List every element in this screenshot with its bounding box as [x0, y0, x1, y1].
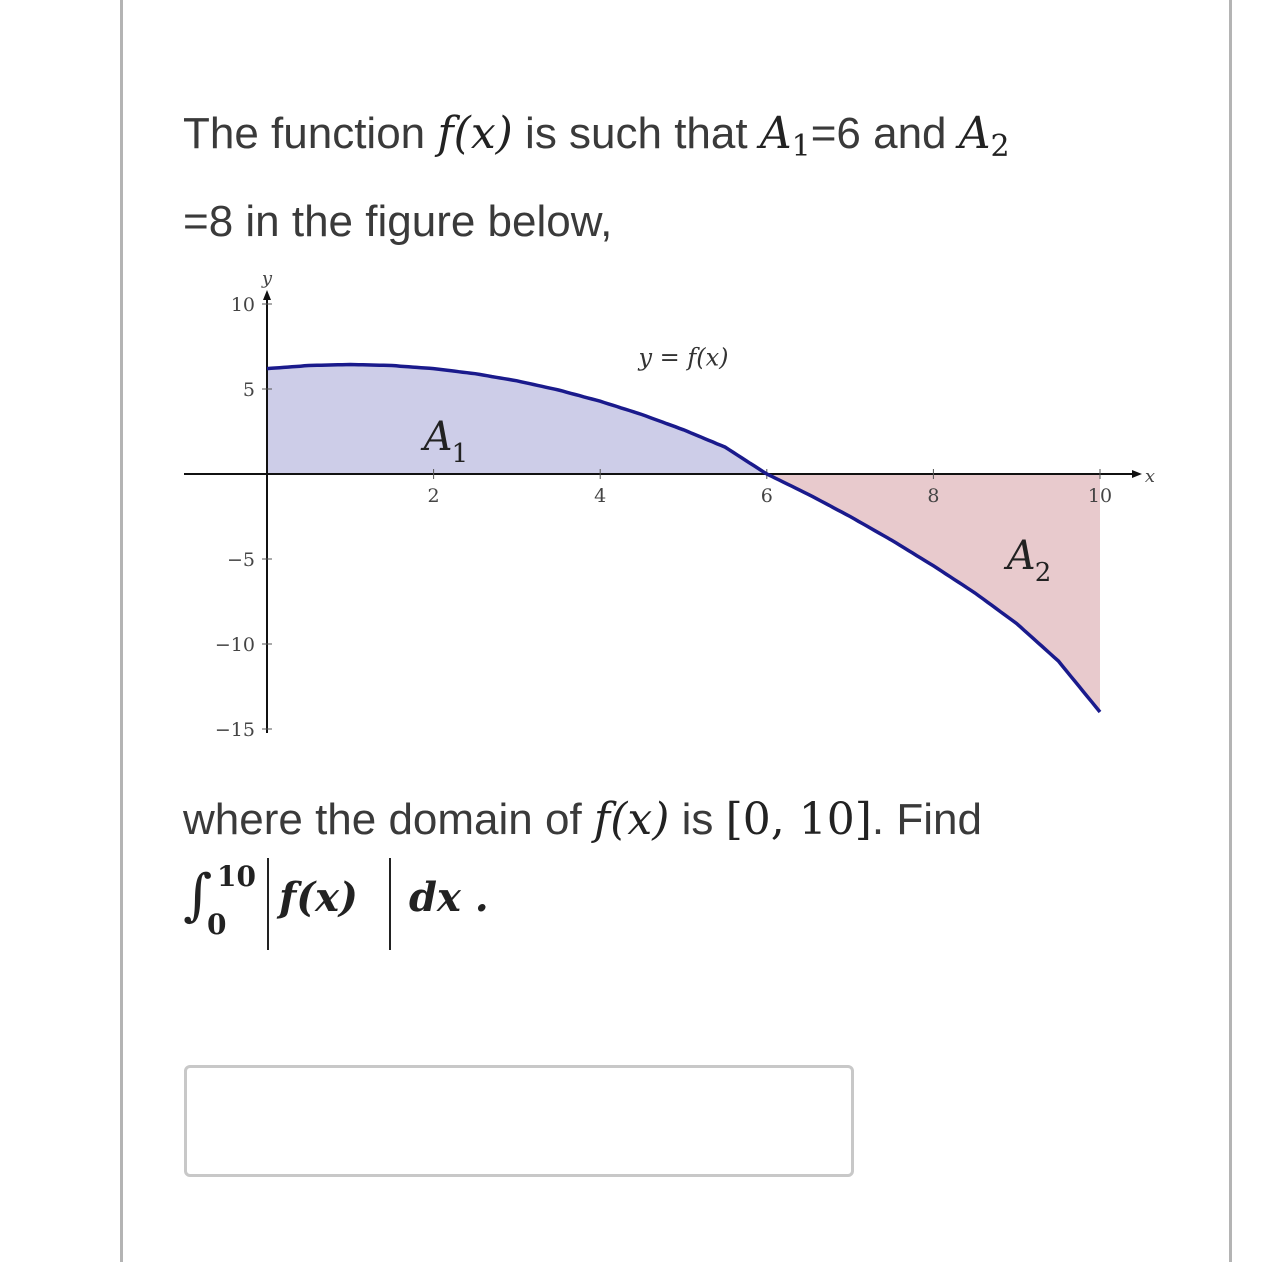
- x-tick-label: 2: [427, 485, 440, 507]
- question-text: [183, 785, 1143, 855]
- a1-subscript: 1: [791, 129, 811, 164]
- integral-lower-limit: 0: [207, 908, 227, 941]
- y-tick-label: −10: [214, 634, 255, 656]
- y-tick-label: 5: [242, 379, 255, 401]
- prompt-f-of-x: f(x): [437, 108, 513, 159]
- prompt-intro: The function: [183, 109, 438, 158]
- differential: dx .: [409, 874, 489, 921]
- y-tick-label: −15: [214, 719, 255, 741]
- function-graph-svg: [180, 270, 1160, 750]
- prompt-text: [183, 96, 1143, 259]
- integrand: f(x): [279, 874, 358, 921]
- answer-input[interactable]: [184, 1065, 854, 1177]
- domain-interval: [0, 10]: [725, 794, 872, 845]
- y-tick-label: −5: [226, 549, 255, 571]
- y-tick-label: 10: [230, 294, 255, 316]
- a2-value: =8 in the figure below,: [183, 197, 613, 246]
- region-a2: [767, 474, 1100, 712]
- prompt-is-such-that: is such that: [512, 109, 760, 158]
- a2-subscript: 2: [990, 129, 1010, 164]
- y-axis-label: y: [261, 270, 273, 289]
- region-label-a1: A: [423, 414, 453, 460]
- a2-label: A: [958, 108, 991, 159]
- a1-value: =6 and: [810, 109, 959, 158]
- integral-sign: ∫: [183, 863, 213, 928]
- region-label-sub-a1: 1: [451, 439, 469, 469]
- x-tick-label: 8: [927, 485, 940, 507]
- abs-bar-right: [389, 858, 391, 950]
- y-axis-arrow: [263, 290, 271, 300]
- function-graph: [180, 270, 1160, 750]
- x-axis-arrow: [1132, 470, 1142, 478]
- x-tick-label: 10: [1087, 485, 1113, 507]
- region-label-sub-a2: 2: [1034, 558, 1052, 588]
- question-where: where the domain of: [183, 795, 594, 844]
- question-is: is: [669, 795, 726, 844]
- abs-bar-left: [267, 858, 269, 950]
- x-tick-label: 4: [594, 485, 607, 507]
- x-axis-label: x: [1144, 466, 1155, 487]
- a1-label: A: [759, 108, 792, 159]
- curve-label: y = f(x): [638, 343, 729, 372]
- question-find: . Find: [871, 795, 982, 844]
- region-label-a2: A: [1006, 533, 1036, 579]
- question-f-of-x: f(x): [593, 794, 670, 845]
- integral-upper-limit: 10: [217, 860, 256, 893]
- x-tick-label: 6: [760, 485, 773, 507]
